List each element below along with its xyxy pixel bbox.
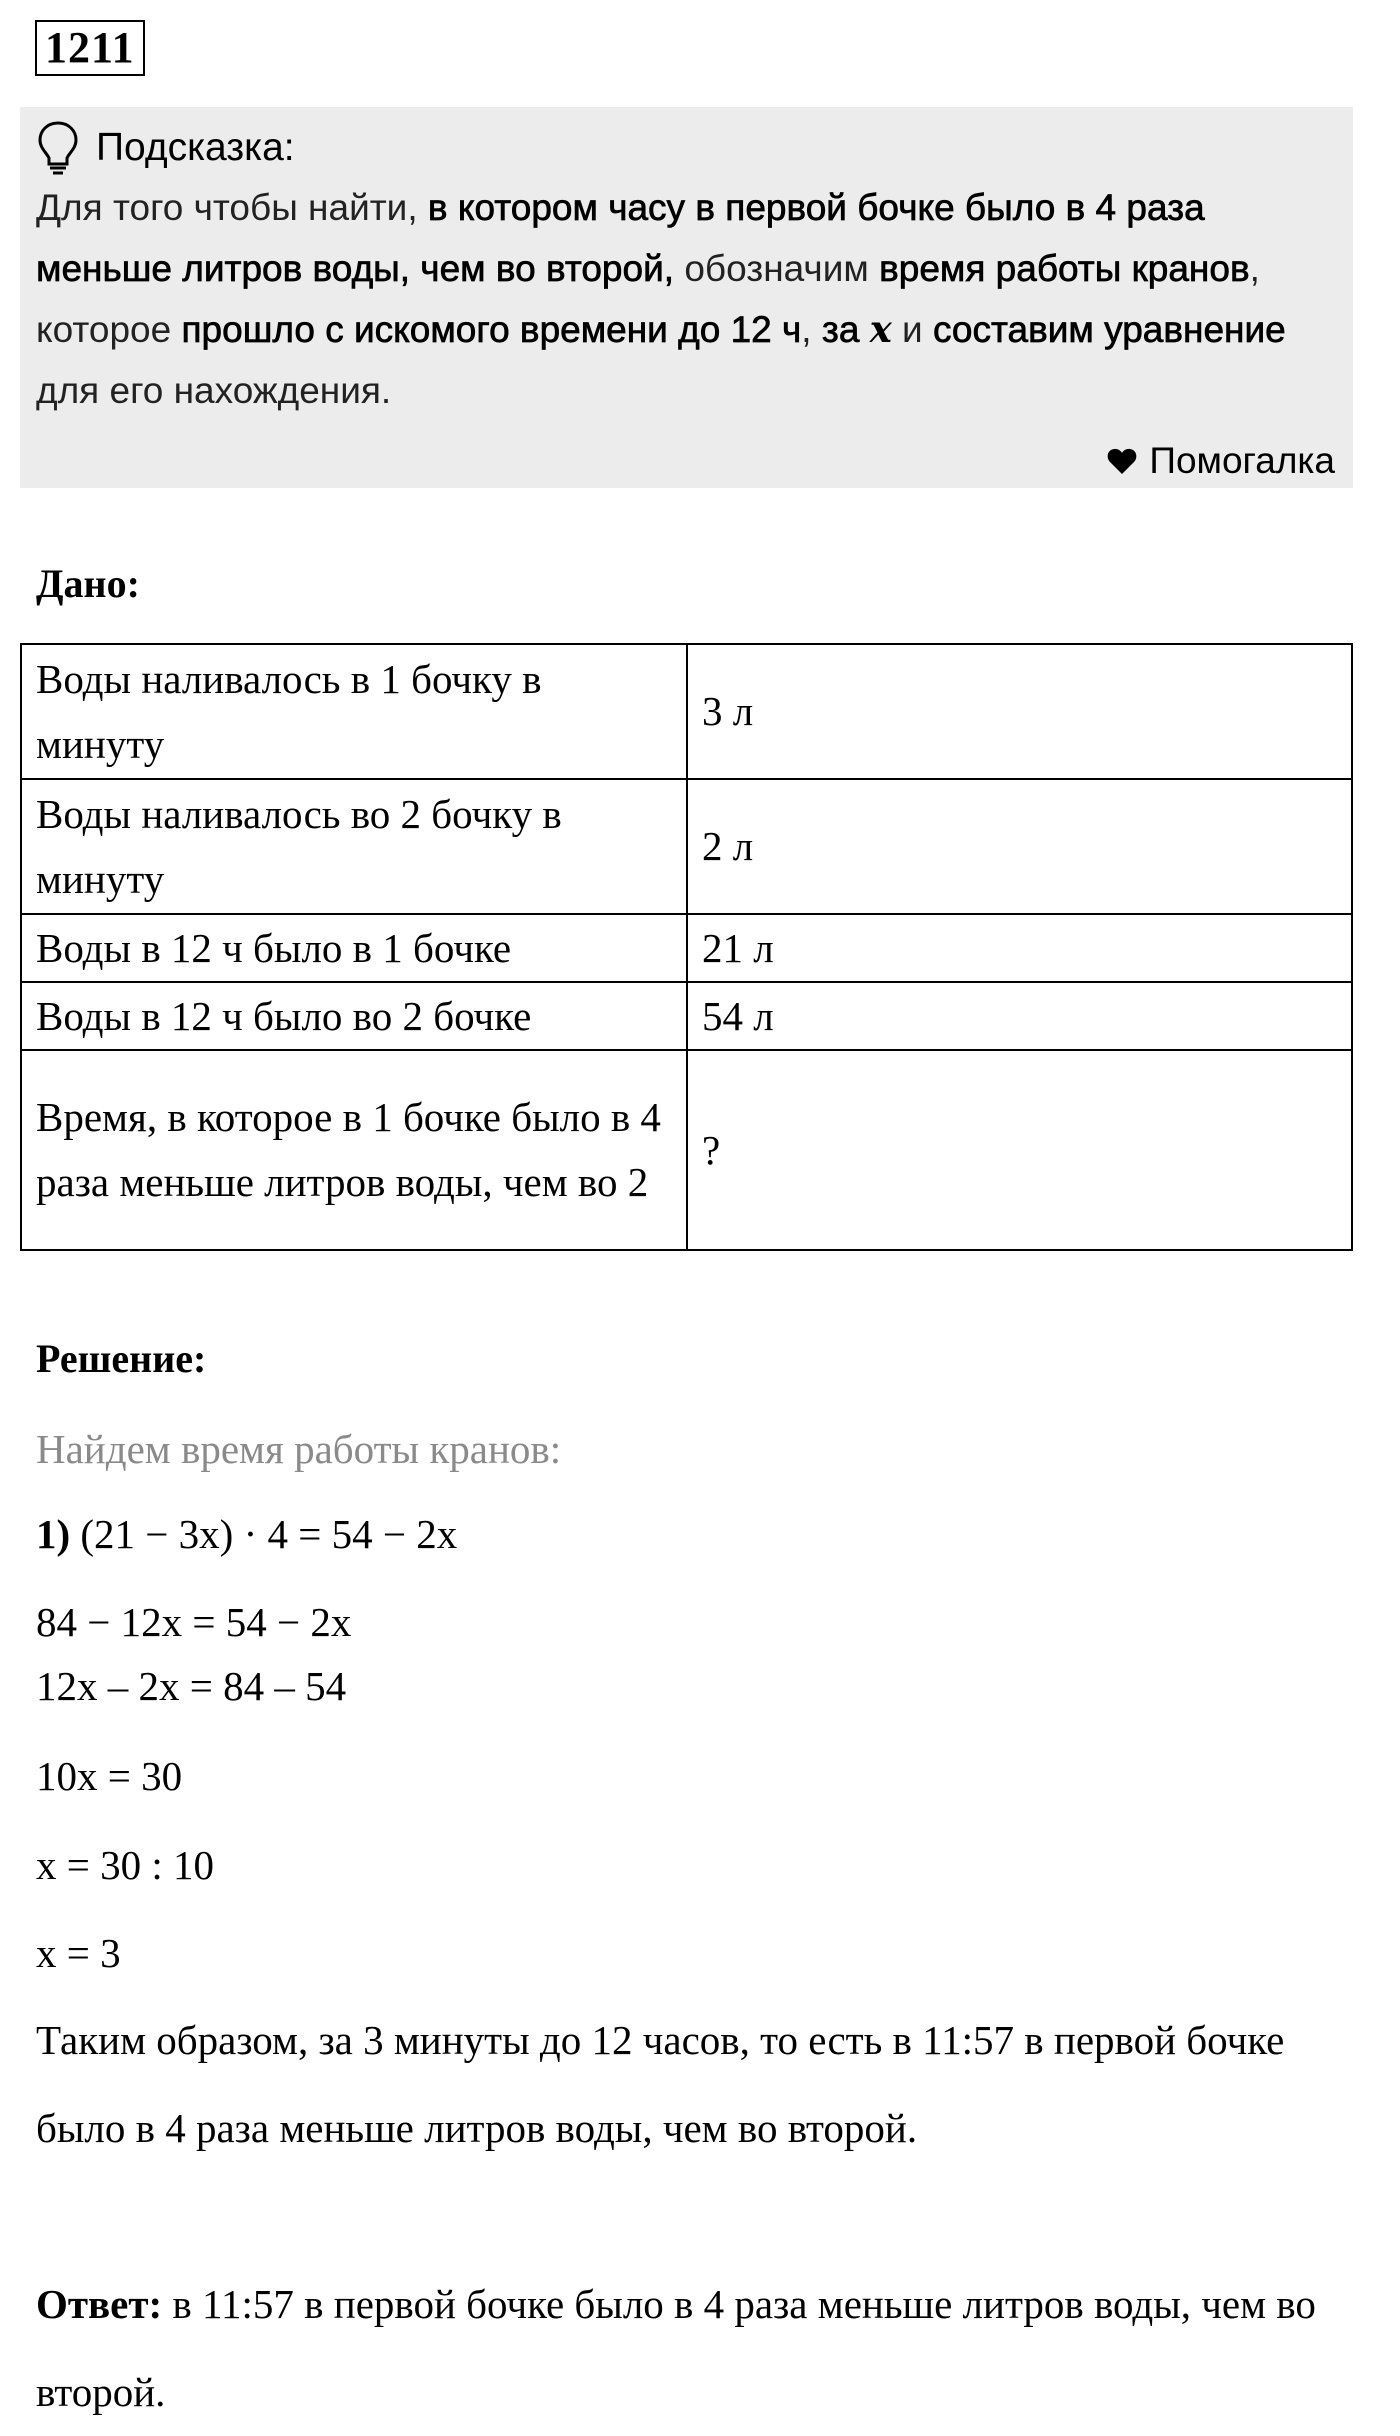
equation: 84 − 12x = 54 − 2x <box>36 1599 352 1645</box>
table-cell: 21 л <box>687 914 1352 982</box>
table-cell: 54 л <box>687 982 1352 1050</box>
equation: 12x – 2x = 84 – 54 <box>36 1663 347 1709</box>
hint-text-part: , <box>801 309 822 350</box>
answer-text: в 11:57 в первой бочке было в 4 раза меньше литров воды, чем во второй. <box>36 2281 1316 2415</box>
equation: 10x = 30 <box>36 1753 183 1799</box>
table-row <box>21 644 1352 779</box>
table-cell: Воды наливалось в 1 бочку в минуту <box>21 644 687 779</box>
table-cell: Воды наливалось во 2 бочку в минуту <box>21 779 687 914</box>
answer-label: Ответ: <box>36 2281 163 2327</box>
hint-title-text: Подсказка: <box>96 126 295 169</box>
hint-title <box>36 119 1337 177</box>
table-cell: 2 л <box>687 779 1352 914</box>
equation-line <box>36 1510 457 1558</box>
hint-bold-part: время работы кранов <box>879 248 1250 289</box>
table-cell: ? <box>687 1050 1352 1250</box>
hint-text-part: обозначим <box>674 248 880 289</box>
hint-text-part: для его нахождения. <box>36 370 392 411</box>
hint-variable: x <box>869 307 892 351</box>
hint-text-part: , которое <box>36 248 1260 350</box>
brand <box>1107 440 1335 482</box>
given-table <box>20 643 1353 1251</box>
hint-text-part: Для того чтобы найти, <box>36 187 428 228</box>
hint-bold-part: прошло с искомого времени до 12 ч <box>181 309 802 350</box>
brand-name: Помогалка <box>1149 440 1335 481</box>
table-cell: Время, в которое в 1 бочке было в 4 раза меньше литров воды, чем во 2 <box>21 1050 687 1250</box>
table-row <box>21 779 1352 914</box>
lightbulb-icon <box>36 120 80 176</box>
solution-label: Решение: <box>36 1336 207 1381</box>
hint-box <box>20 107 1353 488</box>
answer <box>36 2260 1326 2436</box>
table-row <box>21 1050 1352 1250</box>
step-intro: Найдем время работы кранов: <box>36 1426 562 1472</box>
table-cell: 3 л <box>687 644 1352 779</box>
table-cell: Воды в 12 ч было во 2 бочке <box>21 982 687 1050</box>
given-label: Дано: <box>36 561 140 606</box>
table-row <box>21 914 1352 982</box>
conclusion: Таким образом, за 3 минуты до 12 часов, то есть в 11:57 в первой бочке было в 4 раза меньше литров воды, чем во второй. <box>36 2017 1285 2151</box>
hint-bold-part: в котором часу в первой бочке было в 4 раза меньше литров воды, чем во второй, <box>36 187 1205 289</box>
step-number: 1) <box>36 1511 71 1557</box>
heart-icon <box>1107 447 1137 475</box>
task-number: 1211 <box>35 20 145 76</box>
table-cell: Воды в 12 ч было в 1 бочке <box>21 914 687 982</box>
hint-text <box>36 177 1337 421</box>
equation: x = 3 <box>36 1930 121 1976</box>
equation: x = 30 : 10 <box>36 1842 215 1888</box>
table-row <box>21 982 1352 1050</box>
equation: (21 − 3x) · 4 = 54 − 2x <box>80 1511 458 1557</box>
hint-bold-part: за <box>821 309 860 350</box>
hint-bold-part: составим уравнение <box>932 309 1286 350</box>
hint-text-part: и <box>891 309 933 350</box>
